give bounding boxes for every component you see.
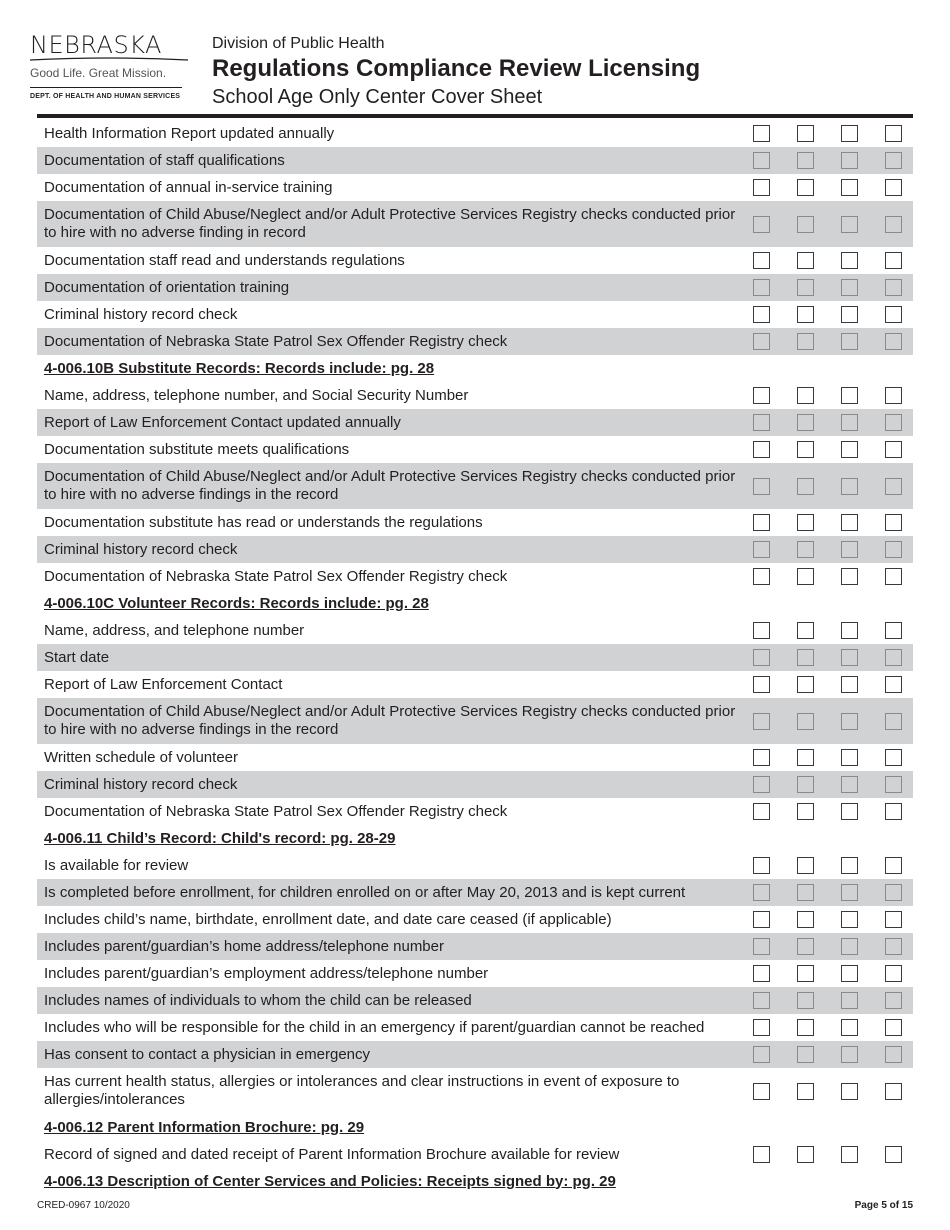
checkbox-col-3[interactable] (841, 1046, 858, 1063)
requirement-label: Start date (44, 648, 110, 666)
section-heading: 4-006.13 Description of Center Services and Policies: Receipts signed by: pg. 29 (44, 1172, 616, 1190)
checkbox-col-1[interactable] (753, 1083, 770, 1100)
checkbox-group (753, 906, 913, 933)
checkbox-col-3[interactable] (841, 514, 858, 531)
checklist-row (37, 744, 913, 771)
checkbox-col-2[interactable] (797, 857, 814, 874)
requirement-label: Documentation of annual in-service training (44, 178, 333, 196)
requirement-label: Includes who will be responsible for the child in an emergency if parent/guardian cannot be reached (44, 1018, 705, 1036)
checkbox-col-2[interactable] (797, 676, 814, 693)
checkbox-col-3[interactable] (841, 333, 858, 350)
checkbox-col-3[interactable] (841, 713, 858, 730)
checkbox-col-3[interactable] (841, 441, 858, 458)
requirement-label: Documentation of Child Abuse/Neglect and/or Adult Protective Services Registry checks conducted prior to hire with no adverse finding in record (44, 206, 736, 241)
checkbox-col-1[interactable] (753, 252, 770, 269)
section-heading-row (37, 1168, 913, 1195)
checklist-row (37, 1068, 913, 1114)
checkbox-col-3[interactable] (841, 1019, 858, 1036)
checklist-row (37, 644, 913, 671)
checklist-row (37, 536, 913, 563)
requirement-label: Documentation of staff qualifications (44, 151, 285, 169)
checkbox-col-4[interactable] (885, 152, 902, 169)
section-heading: 4-006.12 Parent Information Brochure: pg. 29 (44, 1118, 365, 1136)
checklist-row (37, 933, 913, 960)
checkbox-group (753, 536, 913, 563)
checkbox-col-2[interactable] (797, 333, 814, 350)
checkbox-group (753, 328, 913, 355)
checkbox-col-4[interactable] (885, 676, 902, 693)
checkbox-col-2[interactable] (797, 1146, 814, 1163)
checkbox-col-4[interactable] (885, 776, 902, 793)
checkbox-col-2[interactable] (797, 125, 814, 142)
requirement-label: Documentation of Nebraska State Patrol Sex Offender Registry check (44, 332, 508, 350)
checkbox-col-1[interactable] (753, 306, 770, 323)
checkbox-col-1[interactable] (753, 622, 770, 639)
checklist-row (37, 852, 913, 879)
checkbox-group (753, 933, 913, 960)
checkbox-col-1[interactable] (753, 441, 770, 458)
checkbox-col-3[interactable] (841, 992, 858, 1009)
checkbox-col-1[interactable] (753, 749, 770, 766)
checkbox-col-2[interactable] (797, 938, 814, 955)
checkbox-col-2[interactable] (797, 279, 814, 296)
requirement-label: Name, address, and telephone number (44, 621, 305, 639)
checkbox-col-4[interactable] (885, 1083, 902, 1100)
logo-tagline: Good Life. Great Mission. (30, 66, 167, 80)
checkbox-col-1[interactable] (753, 649, 770, 666)
requirement-label: Includes parent/guardian’s home address/telephone number (44, 937, 444, 955)
requirement-label: Criminal history record check (44, 775, 238, 793)
checkbox-col-4[interactable] (885, 1019, 902, 1036)
checkbox-col-4[interactable] (885, 911, 902, 928)
checkbox-col-1[interactable] (753, 387, 770, 404)
checkbox-col-3[interactable] (841, 252, 858, 269)
checkbox-group (753, 698, 913, 744)
checkbox-col-2[interactable] (797, 216, 814, 233)
checkbox-col-4[interactable] (885, 622, 902, 639)
checklist-row (37, 174, 913, 201)
checkbox-col-2[interactable] (797, 992, 814, 1009)
checkbox-col-4[interactable] (885, 541, 902, 558)
requirement-label: Health Information Report updated annually (44, 124, 335, 142)
checkbox-col-3[interactable] (841, 622, 858, 639)
checklist-row (37, 436, 913, 463)
checkbox-col-1[interactable] (753, 541, 770, 558)
checklist-row (37, 120, 913, 147)
checkbox-col-2[interactable] (797, 776, 814, 793)
checkbox-col-3[interactable] (841, 676, 858, 693)
checkbox-col-4[interactable] (885, 125, 902, 142)
checkbox-col-4[interactable] (885, 514, 902, 531)
section-heading: 4-006.10C Volunteer Records: Records include: pg. 28 (44, 594, 429, 612)
requirement-label: Includes names of individuals to whom the child can be released (44, 991, 472, 1009)
section-heading: 4-006.10B Substitute Records: Records include: pg. 28 (44, 359, 435, 377)
checkbox-group (753, 201, 913, 247)
checkbox-col-1[interactable] (753, 965, 770, 982)
page-subtitle: School Age Only Center Cover Sheet (212, 86, 543, 108)
checkbox-col-3[interactable] (841, 179, 858, 196)
checkbox-col-1[interactable] (753, 568, 770, 585)
checkbox-col-1[interactable] (753, 992, 770, 1009)
requirement-label: Has current health status, allergies or intolerances and clear instructions in event of exposure to allergies/intolerances (44, 1073, 680, 1108)
checklist-row (37, 409, 913, 436)
checkbox-col-3[interactable] (841, 1146, 858, 1163)
header-divider (37, 114, 913, 118)
checkbox-col-3[interactable] (841, 649, 858, 666)
checkbox-col-3[interactable] (841, 387, 858, 404)
section-heading-row (37, 590, 913, 617)
checkbox-col-1[interactable] (753, 514, 770, 531)
checkbox-group (753, 274, 913, 301)
checkbox-col-3[interactable] (841, 414, 858, 431)
checkbox-col-1[interactable] (753, 857, 770, 874)
checklist-row (37, 879, 913, 906)
checklist-row (37, 563, 913, 590)
checkbox-col-2[interactable] (797, 414, 814, 431)
requirement-label: Written schedule of volunteer (44, 748, 238, 766)
checkbox-col-3[interactable] (841, 125, 858, 142)
compliance-checklist (37, 120, 913, 1195)
checkbox-col-4[interactable] (885, 965, 902, 982)
checkbox-col-3[interactable] (841, 857, 858, 874)
checkbox-col-3[interactable] (841, 803, 858, 820)
checklist-row (37, 671, 913, 698)
checklist-row (37, 1014, 913, 1041)
checkbox-group (753, 174, 913, 201)
checkbox-group (753, 1041, 913, 1068)
checklist-row (37, 328, 913, 355)
requirement-label: Report of Law Enforcement Contact updated annually (44, 413, 401, 431)
checkbox-col-2[interactable] (797, 514, 814, 531)
requirement-label: Is available for review (44, 856, 189, 874)
checkbox-group (753, 147, 913, 174)
checkbox-col-1[interactable] (753, 803, 770, 820)
requirement-label: Criminal history record check (44, 305, 238, 323)
checkbox-col-2[interactable] (797, 749, 814, 766)
checkbox-col-4[interactable] (885, 179, 902, 196)
checkbox-col-2[interactable] (797, 541, 814, 558)
checkbox-col-3[interactable] (841, 541, 858, 558)
checkbox-group (753, 987, 913, 1014)
checkbox-col-3[interactable] (841, 911, 858, 928)
checklist-row (37, 274, 913, 301)
checkbox-group (753, 960, 913, 987)
checkbox-col-4[interactable] (885, 478, 902, 495)
checkbox-group (753, 247, 913, 274)
checklist-row (37, 987, 913, 1014)
checkbox-col-3[interactable] (841, 776, 858, 793)
logo-department: DEPT. OF HEALTH AND HUMAN SERVICES (30, 93, 181, 100)
section-heading-row (37, 825, 913, 852)
checkbox-group (753, 563, 913, 590)
checkbox-col-1[interactable] (753, 911, 770, 928)
checkbox-col-4[interactable] (885, 713, 902, 730)
checkbox-col-1[interactable] (753, 333, 770, 350)
checkbox-group (753, 798, 913, 825)
requirement-label: Includes parent/guardian’s employment address/telephone number (44, 964, 489, 982)
checkbox-col-2[interactable] (797, 622, 814, 639)
checklist-row (37, 382, 913, 409)
logo-name: NEBRASKA (30, 31, 162, 59)
checkbox-col-3[interactable] (841, 749, 858, 766)
checkbox-group (753, 301, 913, 328)
section-heading-row (37, 1114, 913, 1141)
checkbox-col-4[interactable] (885, 1046, 902, 1063)
checkbox-col-4[interactable] (885, 279, 902, 296)
checkbox-col-4[interactable] (885, 857, 902, 874)
checkbox-col-2[interactable] (797, 387, 814, 404)
checkbox-group (753, 852, 913, 879)
checkbox-col-4[interactable] (885, 938, 902, 955)
checkbox-col-1[interactable] (753, 152, 770, 169)
checkbox-col-1[interactable] (753, 179, 770, 196)
checkbox-group (753, 671, 913, 698)
checkbox-col-4[interactable] (885, 992, 902, 1009)
checklist-row (37, 906, 913, 933)
checkbox-col-1[interactable] (753, 776, 770, 793)
checkbox-col-2[interactable] (797, 252, 814, 269)
checkbox-group (753, 744, 913, 771)
checkbox-group (753, 409, 913, 436)
requirement-label: Is completed before enrollment, for children enrolled on or after May 20, 2013 and is kept current (44, 883, 686, 901)
requirement-label: Documentation of orientation training (44, 278, 290, 296)
checkbox-col-1[interactable] (753, 279, 770, 296)
requirement-label: Documentation staff read and understands regulations (44, 251, 405, 269)
checkbox-col-4[interactable] (885, 749, 902, 766)
checkbox-col-1[interactable] (753, 938, 770, 955)
checklist-row (37, 1141, 913, 1168)
checkbox-col-3[interactable] (841, 306, 858, 323)
checkbox-group (753, 436, 913, 463)
checkbox-col-1[interactable] (753, 414, 770, 431)
requirement-label: Documentation substitute meets qualifications (44, 440, 350, 458)
checkbox-col-2[interactable] (797, 649, 814, 666)
checkbox-col-3[interactable] (841, 152, 858, 169)
checkbox-col-3[interactable] (841, 216, 858, 233)
checkbox-col-2[interactable] (797, 1046, 814, 1063)
checkbox-col-4[interactable] (885, 1146, 902, 1163)
checkbox-group (753, 771, 913, 798)
checkbox-col-2[interactable] (797, 1083, 814, 1100)
checkbox-group (753, 1141, 913, 1168)
checkbox-group (753, 879, 913, 906)
nebraska-dhhs-logo (30, 32, 190, 100)
checklist-row (37, 463, 913, 509)
checkbox-col-1[interactable] (753, 1046, 770, 1063)
checkbox-group (753, 382, 913, 409)
checkbox-group (753, 644, 913, 671)
checklist-row (37, 698, 913, 744)
checkbox-col-4[interactable] (885, 568, 902, 585)
requirement-label: Documentation of Child Abuse/Neglect and/or Adult Protective Services Registry checks conducted prior to hire with no adverse findings in the record (44, 468, 736, 503)
checkbox-col-1[interactable] (753, 884, 770, 901)
checkbox-col-1[interactable] (753, 676, 770, 693)
checkbox-col-4[interactable] (885, 649, 902, 666)
logo-divider (30, 87, 182, 88)
checkbox-col-2[interactable] (797, 568, 814, 585)
checklist-row (37, 617, 913, 644)
checkbox-col-1[interactable] (753, 1019, 770, 1036)
checklist-row (37, 301, 913, 328)
checkbox-col-1[interactable] (753, 125, 770, 142)
checkbox-col-4[interactable] (885, 387, 902, 404)
section-heading-row (37, 355, 913, 382)
checkbox-col-4[interactable] (885, 884, 902, 901)
checklist-row (37, 771, 913, 798)
checkbox-col-2[interactable] (797, 911, 814, 928)
checkbox-group (753, 1068, 913, 1114)
requirement-label: Has consent to contact a physician in emergency (44, 1045, 371, 1063)
checklist-row (37, 247, 913, 274)
checkbox-col-2[interactable] (797, 965, 814, 982)
requirement-label: Documentation of Nebraska State Patrol Sex Offender Registry check (44, 567, 508, 585)
checkbox-col-1[interactable] (753, 713, 770, 730)
checkbox-col-3[interactable] (841, 938, 858, 955)
checkbox-col-3[interactable] (841, 965, 858, 982)
checkbox-col-4[interactable] (885, 333, 902, 350)
requirement-label: Name, address, telephone number, and Social Security Number (44, 386, 469, 404)
requirement-label: Record of signed and dated receipt of Parent Information Brochure available for review (44, 1145, 620, 1163)
checkbox-col-3[interactable] (841, 568, 858, 585)
requirement-label: Includes child’s name, birthdate, enrollment date, and date care ceased (if applicable) (44, 910, 612, 928)
page-title: Regulations Compliance Review Licensing (212, 55, 701, 82)
checkbox-col-2[interactable] (797, 179, 814, 196)
checkbox-col-2[interactable] (797, 803, 814, 820)
checkbox-col-1[interactable] (753, 216, 770, 233)
checkbox-col-3[interactable] (841, 884, 858, 901)
checkbox-col-4[interactable] (885, 216, 902, 233)
checklist-row (37, 201, 913, 247)
checkbox-col-4[interactable] (885, 252, 902, 269)
checkbox-group (753, 120, 913, 147)
checklist-row (37, 960, 913, 987)
section-heading: 4-006.11 Child’s Record: Child's record: pg. 28-29 (44, 829, 396, 847)
checkbox-group (753, 1014, 913, 1041)
logo-swoosh-icon (30, 54, 190, 68)
checkbox-col-2[interactable] (797, 713, 814, 730)
checklist-row (37, 798, 913, 825)
checkbox-col-4[interactable] (885, 414, 902, 431)
checkbox-col-4[interactable] (885, 441, 902, 458)
checkbox-col-1[interactable] (753, 478, 770, 495)
division-name: Division of Public Health (212, 35, 385, 52)
checkbox-group (753, 463, 913, 509)
checkbox-col-2[interactable] (797, 306, 814, 323)
checkbox-col-2[interactable] (797, 152, 814, 169)
checkbox-col-2[interactable] (797, 478, 814, 495)
checkbox-group (753, 509, 913, 536)
checkbox-col-4[interactable] (885, 803, 902, 820)
page-heading (212, 34, 700, 110)
form-id: CRED-0967 10/2020 (37, 1200, 130, 1211)
checkbox-col-4[interactable] (885, 306, 902, 323)
checkbox-col-2[interactable] (797, 884, 814, 901)
requirement-label: Report of Law Enforcement Contact (44, 675, 283, 693)
checkbox-group (753, 617, 913, 644)
checklist-row (37, 1041, 913, 1068)
requirement-label: Documentation of Child Abuse/Neglect and/or Adult Protective Services Registry checks conducted prior to hire with no adverse findings in the record (44, 703, 736, 738)
requirement-label: Criminal history record check (44, 540, 238, 558)
requirement-label: Documentation substitute has read or understands the regulations (44, 513, 483, 531)
requirement-label: Documentation of Nebraska State Patrol Sex Offender Registry check (44, 802, 508, 820)
page-number: Page 5 of 15 (854, 1200, 913, 1211)
checkbox-col-2[interactable] (797, 1019, 814, 1036)
checklist-row (37, 509, 913, 536)
checkbox-col-2[interactable] (797, 441, 814, 458)
checklist-row (37, 147, 913, 174)
checkbox-col-3[interactable] (841, 1083, 858, 1100)
checkbox-col-3[interactable] (841, 279, 858, 296)
checkbox-col-1[interactable] (753, 1146, 770, 1163)
checkbox-col-3[interactable] (841, 478, 858, 495)
